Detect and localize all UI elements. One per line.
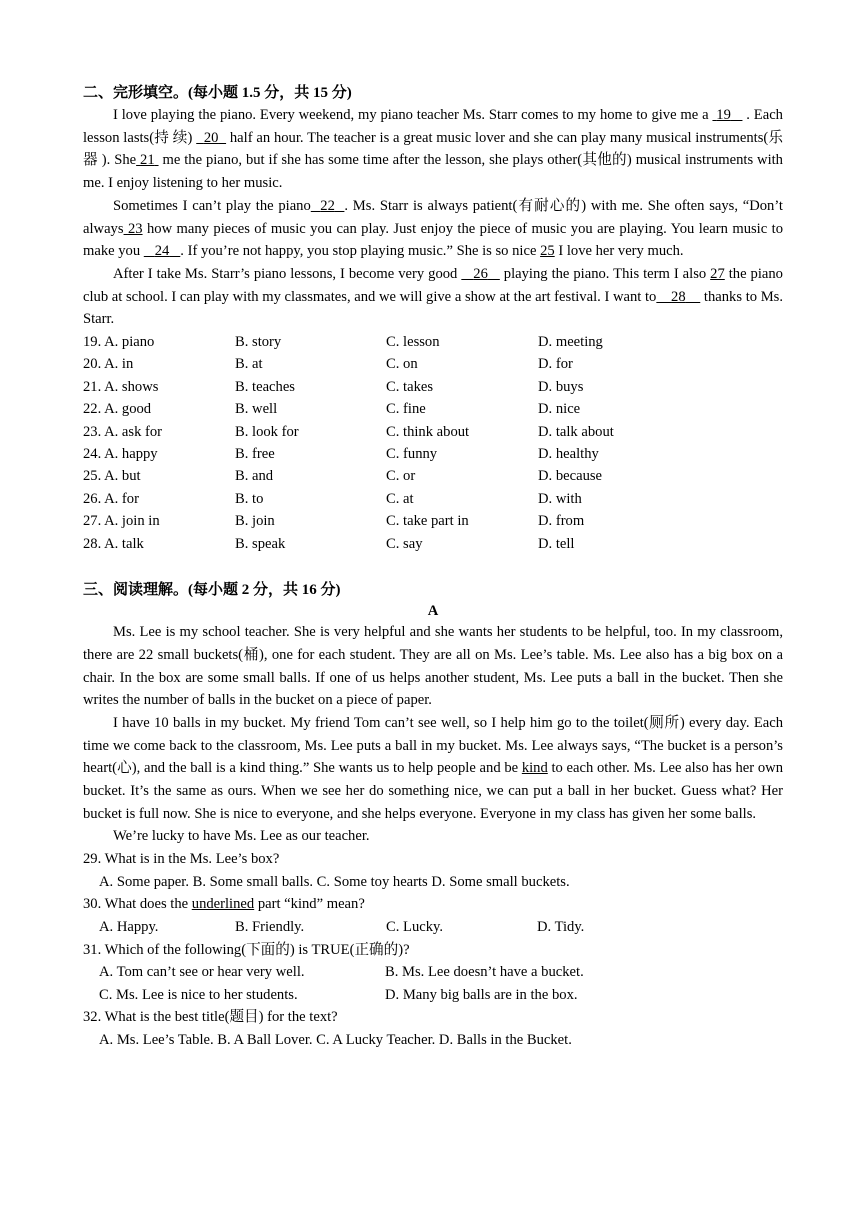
question-29-answers: A. Some paper. B. Some small balls. C. Some toy hearts D. Some small buckets. <box>99 873 570 890</box>
text: I love her very much. <box>554 243 684 260</box>
text: Sometimes I can’t play the piano <box>113 197 311 214</box>
question-29: 29. What is in the Ms. Lee’s box? <box>83 851 280 868</box>
option-choice: D. healthy <box>538 446 599 463</box>
q30-option-b: B. Friendly. <box>235 918 305 935</box>
reading-paragraph-1: Ms. Lee is my school teacher. She is very helpful and she wants her students to be helpful, too. In my classroom, there are 22 small buckets(桶), one for each student. They are all on Ms. Lee’s table. Ms. Lee also has a big box on a chair. In the box are some small balls. If one of us helps another student, Ms. Lee puts a ball in the bucket. Then she writes the number of balls in the bucket on a piece of paper. <box>83 624 783 709</box>
passage-label: A <box>427 603 439 620</box>
text: to each other. Ms. Lee also has her own bucket. It’s the same as ours. When we see her do something nice, we can put a ball in her bucket. Guess what? Her bucket is full now. She is nice to everyone, and she helps everyone. Everyone in my class has given her some balls. <box>83 760 783 822</box>
option-choice: 22. A. good <box>83 401 152 418</box>
text: . Each lesson lasts(持 续) <box>83 107 783 146</box>
option-choice: 23. A. ask for <box>83 423 163 440</box>
q31-option-b: B. Ms. Lee doesn’t have a bucket. <box>385 964 584 981</box>
option-choice: 28. A. talk <box>83 535 144 552</box>
option-choice: C. think about <box>386 423 470 440</box>
q30-option-c: C. Lucky. <box>386 918 444 935</box>
text: . If you’re not happy, you stop playing music.” She is so nice <box>180 243 541 260</box>
blank-25: 25 <box>540 243 555 260</box>
option-choice: D. because <box>538 468 603 485</box>
option-choice: B. look for <box>235 423 299 440</box>
option-choice: 27. A. join in <box>83 513 160 530</box>
option-choice: B. at <box>235 356 263 373</box>
blank-19: 19 <box>716 107 731 123</box>
text: how many pieces of music you can play. Just enjoy the piece of music you are playing. You learn music to make you <box>83 220 783 260</box>
text: I love playing the piano. Every weekend, my piano teacher Ms. Starr comes to my home to give me a <box>113 107 713 123</box>
option-choice: D. from <box>538 513 585 530</box>
text: I have 10 balls in my bucket. My friend Tom can’t see well, so I help him go to the toilet(厕所) every day. Each time we come back to the classroom, Ms. Lee puts a ball in my bucket. Ms. Lee always says, “The bucket is a person’s heart(心), and the ball is a kind thing.” She wants us to help people and be <box>83 714 783 777</box>
q30-option-d: D. Tidy. <box>537 918 585 935</box>
cloze-paragraph-3 <box>83 263 783 331</box>
cloze-paragraph-2 <box>83 195 783 263</box>
option-choice: D. nice <box>538 401 581 418</box>
text: playing the piano. This term I also <box>499 265 711 282</box>
option-row <box>83 331 783 353</box>
question-31-answers-cd <box>83 984 783 1007</box>
option-choice: 19. A. piano <box>83 334 155 351</box>
question-32: 32. What is the best title(题目) for the text? <box>83 1009 338 1026</box>
option-choice: D. meeting <box>538 334 603 351</box>
option-choice: D. with <box>538 490 582 507</box>
blank-23: 23 <box>127 220 143 237</box>
question-30-answers <box>83 916 783 939</box>
blank-27: 27 <box>710 265 725 282</box>
underlined-kind: kind <box>521 760 548 777</box>
cloze-options <box>83 331 783 555</box>
option-row <box>83 398 783 420</box>
q31-option-c: C. Ms. Lee is nice to her students. <box>99 986 298 1003</box>
option-choice: B. teaches <box>235 378 295 395</box>
question-32-answers: A. Ms. Lee’s Table. B. A Ball Lover. C. A Lucky Teacher. D. Balls in the Bucket. <box>99 1031 572 1048</box>
option-choice: C. say <box>386 535 423 552</box>
cloze-paragraph-1 <box>83 104 783 195</box>
option-choice: C. fine <box>386 401 426 418</box>
reading-paragraph-2 <box>83 712 783 826</box>
option-choice: D. buys <box>538 378 584 395</box>
q31-option-a: A. Tom can’t see or hear very well. <box>99 964 305 981</box>
option-choice: C. at <box>386 490 414 507</box>
option-choice: C. or <box>386 468 416 485</box>
option-choice: D. talk about <box>538 423 614 440</box>
option-row <box>83 421 783 443</box>
question-30: 30. What does the underlined part “kind” mean? <box>83 896 365 913</box>
option-choice: B. to <box>235 490 264 507</box>
option-choice: 24. A. happy <box>83 446 158 463</box>
option-choice: C. lesson <box>386 334 440 351</box>
text: me the piano, but if she has some time after the lesson, she plays other(其他的) musical instruments with me. I enjoy listening to her music. <box>83 152 783 192</box>
option-row <box>83 443 783 465</box>
text: thanks to Ms. Starr. <box>83 288 784 328</box>
option-choice: C. funny <box>386 446 438 463</box>
blank-28: 28 <box>671 288 686 305</box>
option-choice: 25. A. but <box>83 468 141 485</box>
option-row <box>83 376 783 398</box>
blank-21: 21 <box>140 152 155 169</box>
option-choice: D. for <box>538 356 573 373</box>
option-choice: B. well <box>235 401 278 418</box>
document-content <box>83 82 783 1051</box>
blank-20: 20 <box>203 129 219 146</box>
option-row <box>83 510 783 532</box>
text: . Ms. Starr is always patient(有耐心的) with me. She often says, “Don’t always <box>83 197 783 237</box>
blank-24: 24 <box>154 243 170 260</box>
option-choice: C. takes <box>386 378 434 395</box>
q31-option-d: D. Many big balls are in the box. <box>385 986 578 1003</box>
option-choice: 26. A. for <box>83 490 139 507</box>
option-row <box>83 488 783 510</box>
option-row <box>83 353 783 375</box>
question-31: 31. Which of the following(下面的) is TRUE(正确的)? <box>83 941 410 958</box>
text: the piano club at school. I can play with my classmates, and we will give a show at the art festival. I want to <box>83 265 783 305</box>
option-choice: 21. A. shows <box>83 378 159 395</box>
option-row <box>83 465 783 487</box>
cloze-section-heading: 二、完形填空。(每小题 1.5 分，共 15 分) <box>83 85 352 101</box>
text: After I take Ms. Starr’s piano lessons, I become very good <box>113 265 462 282</box>
option-choice: B. story <box>235 334 282 351</box>
blank-22: 22 <box>320 197 335 214</box>
option-choice: D. tell <box>538 535 575 552</box>
text: half an hour. The teacher is a great music lover and she can play many musical instruments(乐 器 ). She <box>83 129 784 169</box>
blank-26: 26 <box>473 265 488 282</box>
option-choice: 20. A. in <box>83 356 134 373</box>
option-choice: B. join <box>235 513 275 530</box>
option-choice: B. and <box>235 468 274 485</box>
option-choice: C. on <box>386 356 418 373</box>
reading-paragraph-3: We’re lucky to have Ms. Lee as our teacher. <box>113 828 370 845</box>
reading-section-heading: 三、阅读理解。(每小题 2 分，共 16 分) <box>83 582 341 599</box>
option-row <box>83 533 783 555</box>
option-choice: B. free <box>235 446 275 463</box>
q30-option-a: A. Happy. <box>99 918 159 935</box>
option-choice: B. speak <box>235 535 286 552</box>
option-choice: C. take part in <box>386 513 469 530</box>
question-31-answers-ab <box>83 961 783 984</box>
